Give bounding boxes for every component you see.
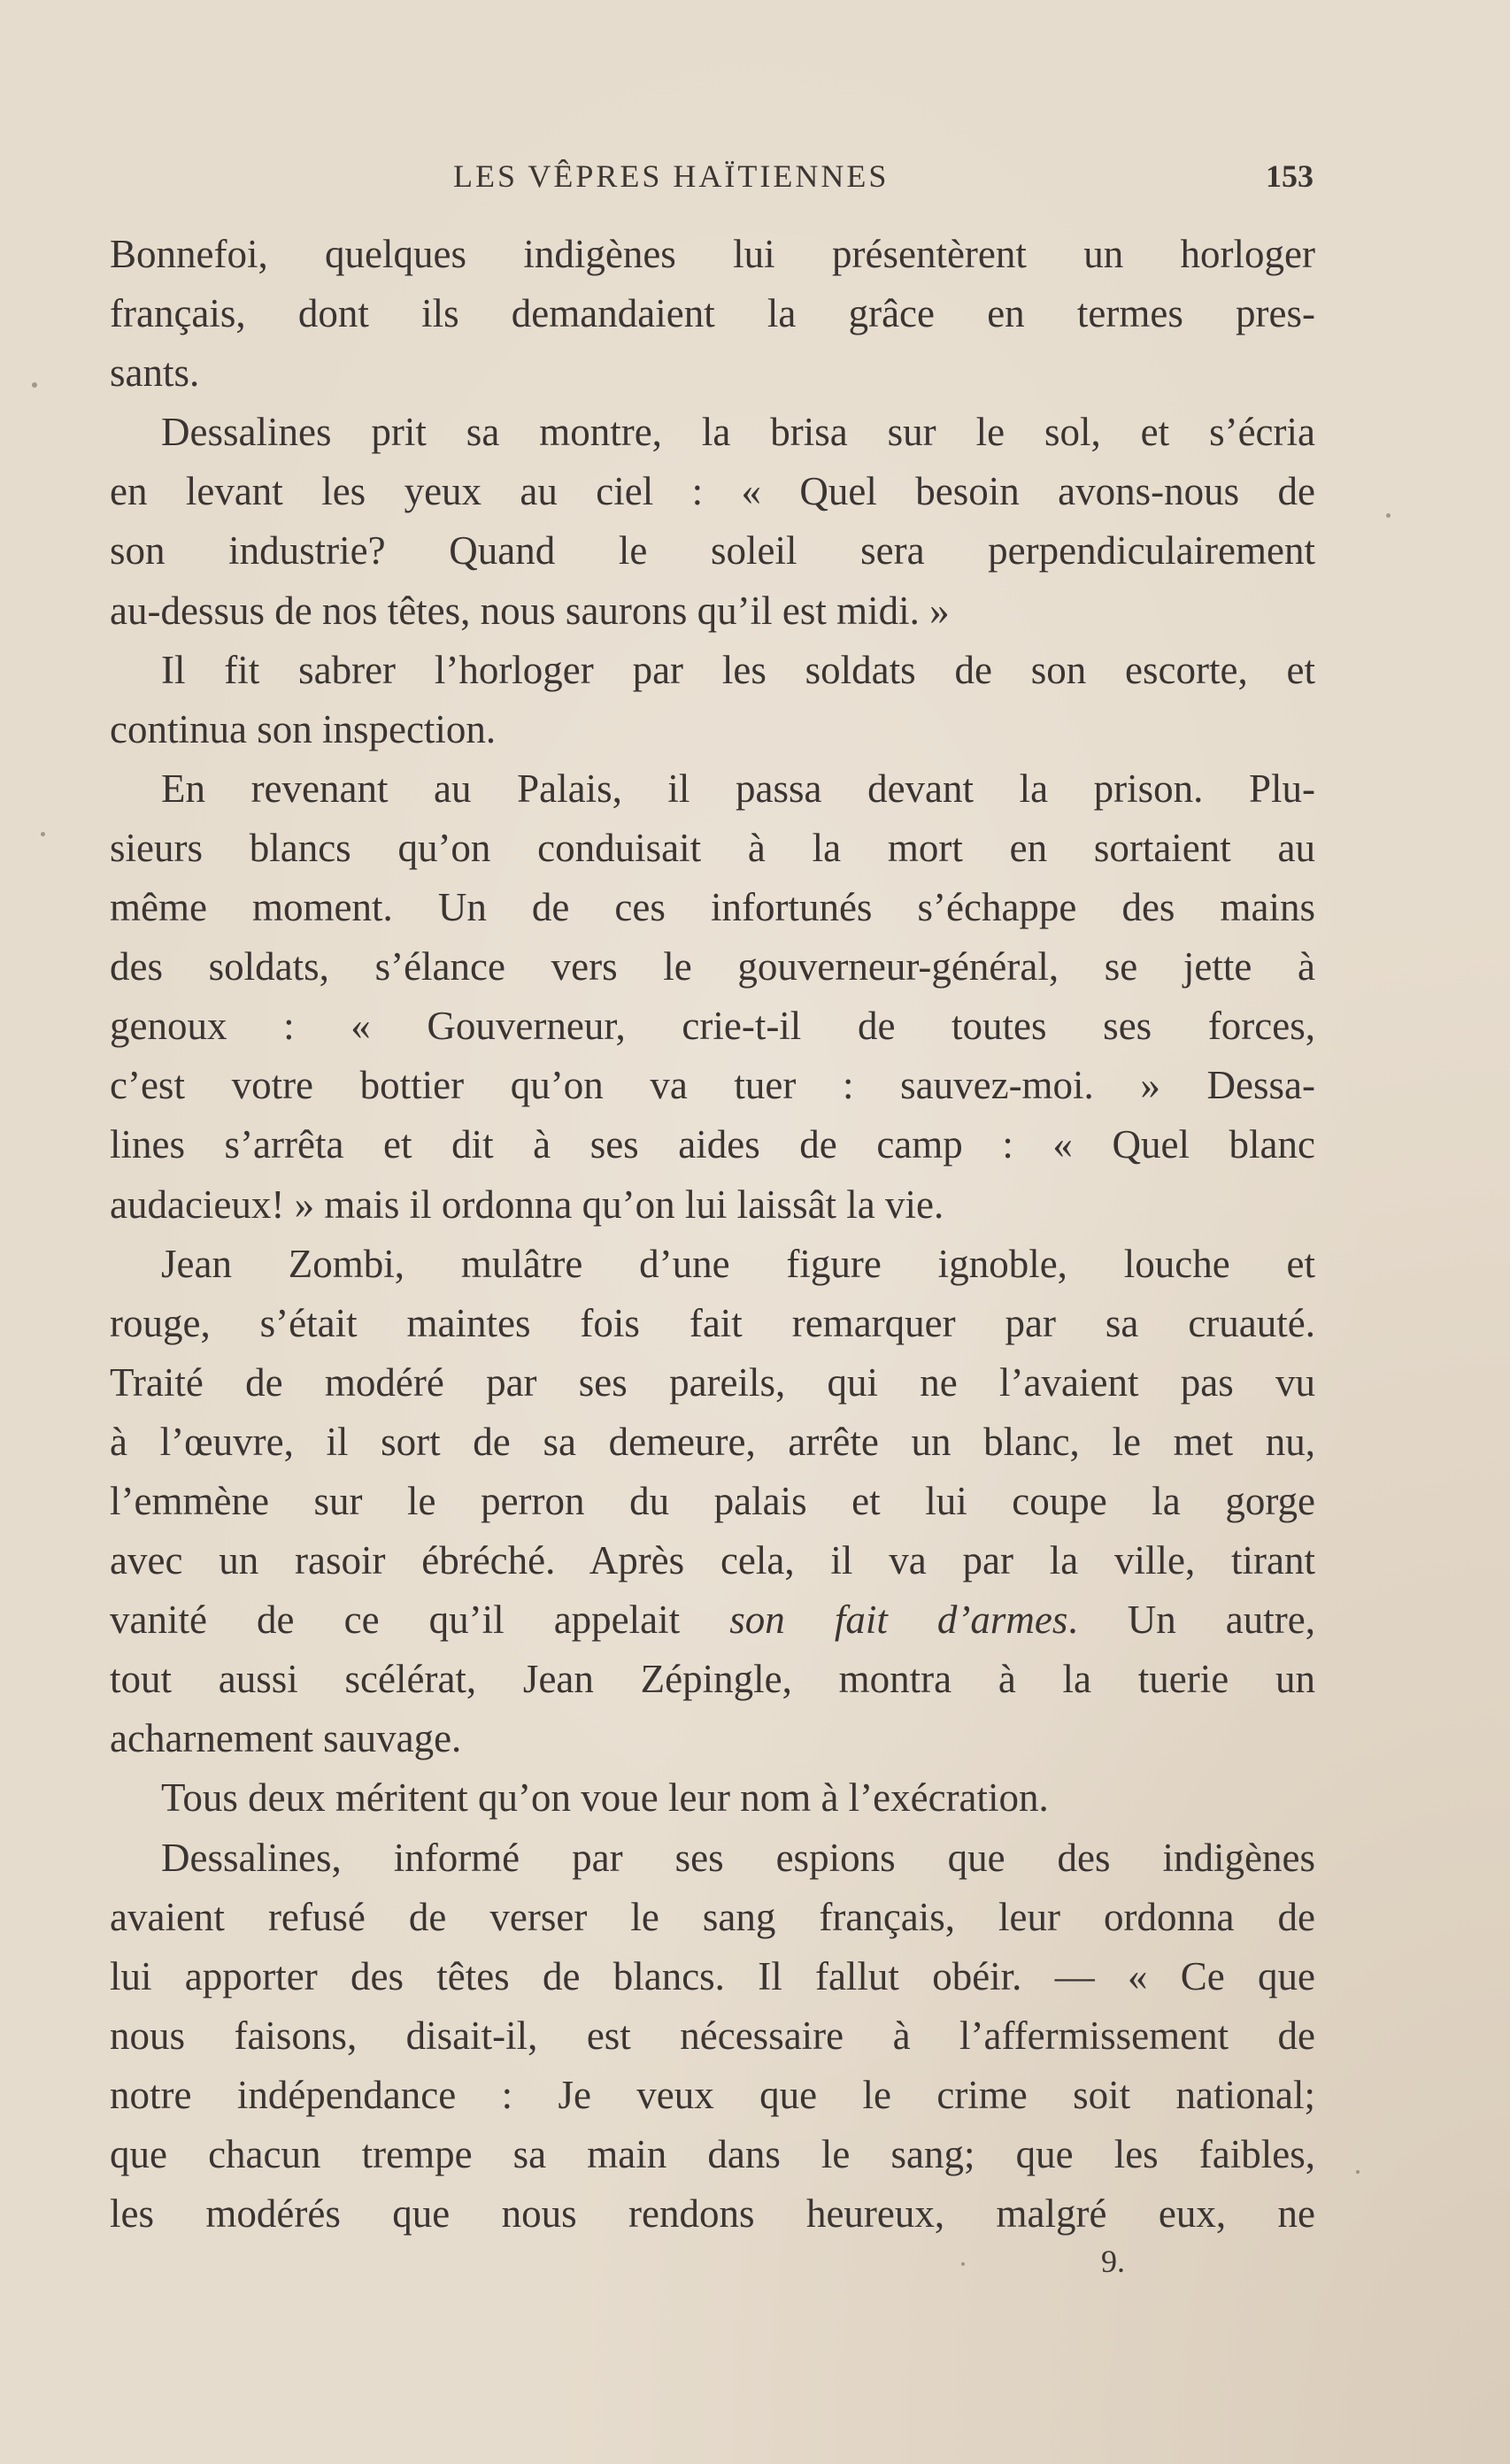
text-line: rouge, s’était maintes fois fait remarquer par sa cruauté. (110, 1300, 1315, 1345)
text-line: avec un rasoir ébréché. Après cela, il va par la ville, tirant (110, 1538, 1315, 1583)
page-number: 153 (1266, 158, 1314, 194)
text-line: à l’œuvre, il sort de sa demeure, arrête un blanc, le met nu, (110, 1419, 1315, 1464)
text-line: que chacun trempe sa main dans le sang; que les faibles, (110, 2132, 1315, 2176)
paper-speck (1386, 513, 1391, 518)
italic-phrase: son fait d’armes (729, 1598, 1068, 1643)
paper-speck (41, 832, 45, 836)
text-line: en levant les yeux au ciel : « Quel besoin avons-nous de (110, 469, 1315, 514)
text-line: son industrie? Quand le soleil sera perpendiculairement (110, 528, 1315, 574)
text-line: genoux : « Gouverneur, crie-t-il de toutes ses forces, (110, 1004, 1315, 1049)
paper-speck (961, 2262, 965, 2266)
text-line: Tous deux méritent qu’on voue leur nom à l’exécration. (161, 1775, 1049, 1821)
text-line: même moment. Un de ces infortunés s’échappe des mains (110, 885, 1315, 930)
text-line: tout aussi scélérat, Jean Zépingle, montra à la tuerie un (110, 1657, 1315, 1702)
text-line: Bonnefoi, quelques indigènes lui présentèrent un horloger (110, 232, 1315, 276)
paper-speck (1356, 2170, 1360, 2174)
text-line: Dessalines prit sa montre, la brisa sur le sol, et s’écria (161, 410, 1315, 455)
text-line: notre indépendance : Je veux que le crime soit national; (110, 2072, 1315, 2117)
text-line: avaient refusé de verser le sang français, leur ordonna de (110, 1894, 1315, 1939)
text-line: En revenant au Palais, il passa devant la prison. Plu- (161, 766, 1315, 811)
paper-speck (32, 382, 37, 388)
text-line: acharnement sauvage. (110, 1716, 462, 1761)
text-line: c’est votre bottier qu’on va tuer : sauvez-moi. » Dessa- (110, 1063, 1315, 1108)
text-line: les modérés que nous rendons heureux, malgré eux, ne (110, 2191, 1315, 2237)
text-segment: vanité de ce qu’il appelait (110, 1598, 730, 1643)
text-line: l’emmène sur le perron du palais et lui coupe la gorge (110, 1478, 1315, 1523)
text-line: des soldats, s’élance vers le gouverneur-général, se jette à (110, 944, 1315, 989)
text-line: sieurs blancs qu’on conduisait à la mort en sortaient au (110, 825, 1315, 870)
running-title: LES VÊPRES HAÏTIENNES (453, 158, 890, 194)
text-line: lines s’arrêta et dit à ses aides de camp : « Quel blanc (110, 1122, 1315, 1167)
text-line: audacieux! » mais il ordonna qu’on lui laissât la vie. (110, 1182, 944, 1227)
text-line (110, 1590, 1315, 1650)
text-segment: . Un autre, (1067, 1598, 1315, 1643)
page-header (110, 158, 1314, 211)
text-line: Traité de modéré par ses pareils, qui ne l’avaient pas vu (110, 1359, 1315, 1405)
text-line: Il fit sabrer l’horloger par les soldats de son escorte, et (161, 647, 1315, 692)
text-line: nous faisons, disait-il, est nécessaire à l’affermissement de (110, 2013, 1315, 2058)
signature-mark: 9. (1101, 2244, 1125, 2279)
text-line: sants. (110, 350, 200, 396)
text-line: français, dont ils demandaient la grâce en termes pres- (110, 291, 1315, 336)
text-line: Dessalines, informé par ses espions que des indigènes (161, 1835, 1315, 1880)
text-line: Jean Zombi, mulâtre d’une figure ignoble, louche et (161, 1241, 1315, 1286)
text-line: lui apporter des têtes de blancs. Il fallut obéir. — « Ce que (110, 1953, 1315, 1998)
text-line: continua son inspection. (110, 706, 497, 751)
body-text (110, 225, 1315, 2244)
text-line: au-dessus de nos têtes, nous saurons qu’il est midi. » (110, 588, 950, 633)
